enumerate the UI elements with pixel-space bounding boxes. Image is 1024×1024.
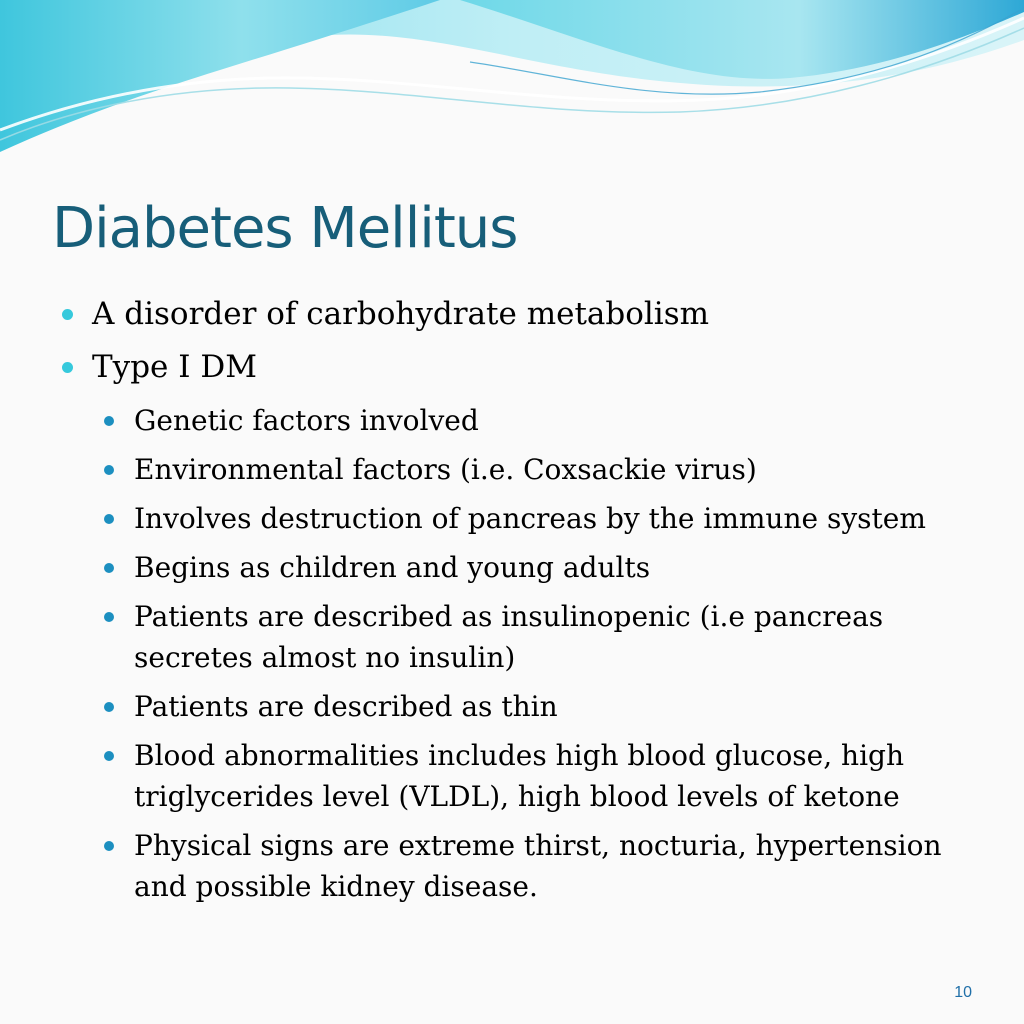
sub-bullet-dot-icon bbox=[104, 514, 114, 524]
sub-bullet-text: Environmental factors (i.e. Coxsackie virus) bbox=[134, 453, 757, 486]
slide-title: Diabetes Mellitus bbox=[52, 196, 518, 261]
sub-bullet-text: Genetic factors involved bbox=[134, 404, 479, 437]
sub-bullet-item bbox=[102, 449, 980, 490]
sub-bullet-item bbox=[102, 400, 980, 441]
sub-bullet-item bbox=[102, 596, 980, 678]
sub-bullet-dot-icon bbox=[104, 702, 114, 712]
page-number: 10 bbox=[954, 984, 972, 1001]
sub-bullet-item bbox=[102, 825, 980, 907]
sub-bullet-text: Patients are described as insulinopenic (i.e pancreas secretes almost no insulin) bbox=[134, 600, 884, 674]
sub-bullet-dot-icon bbox=[104, 612, 114, 622]
sub-bullet-item bbox=[102, 686, 980, 727]
sub-bullet-item bbox=[102, 547, 980, 588]
header-wave-decoration bbox=[0, 0, 1024, 180]
sub-bullet-text: Physical signs are extreme thirst, nocturia, hypertension and possible kidney disease. bbox=[134, 829, 942, 903]
bullet-item bbox=[60, 347, 980, 387]
sub-bullet-text: Begins as children and young adults bbox=[134, 551, 651, 584]
sub-bullet-text: Blood abnormalities includes high blood glucose, high triglycerides level (VLDL), high blood levels of ketone bbox=[134, 739, 904, 813]
bullet-dot-icon bbox=[62, 309, 73, 320]
bullet-list bbox=[60, 294, 980, 915]
sub-bullet-dot-icon bbox=[104, 751, 114, 761]
sub-bullet-item bbox=[102, 498, 980, 539]
bullet-text: A disorder of carbohydrate metabolism bbox=[92, 296, 710, 332]
bullet-text: Type I DM bbox=[92, 349, 257, 385]
sub-bullet-text: Involves destruction of pancreas by the immune system bbox=[134, 502, 926, 535]
bullet-item bbox=[60, 294, 980, 334]
sub-bullet-item bbox=[102, 735, 980, 817]
sub-bullet-text: Patients are described as thin bbox=[134, 690, 558, 723]
sub-bullet-dot-icon bbox=[104, 563, 114, 573]
sub-bullet-dot-icon bbox=[104, 416, 114, 426]
sub-bullet-dot-icon bbox=[104, 841, 114, 851]
sub-bullet-dot-icon bbox=[104, 465, 114, 475]
bullet-dot-icon bbox=[62, 362, 73, 373]
